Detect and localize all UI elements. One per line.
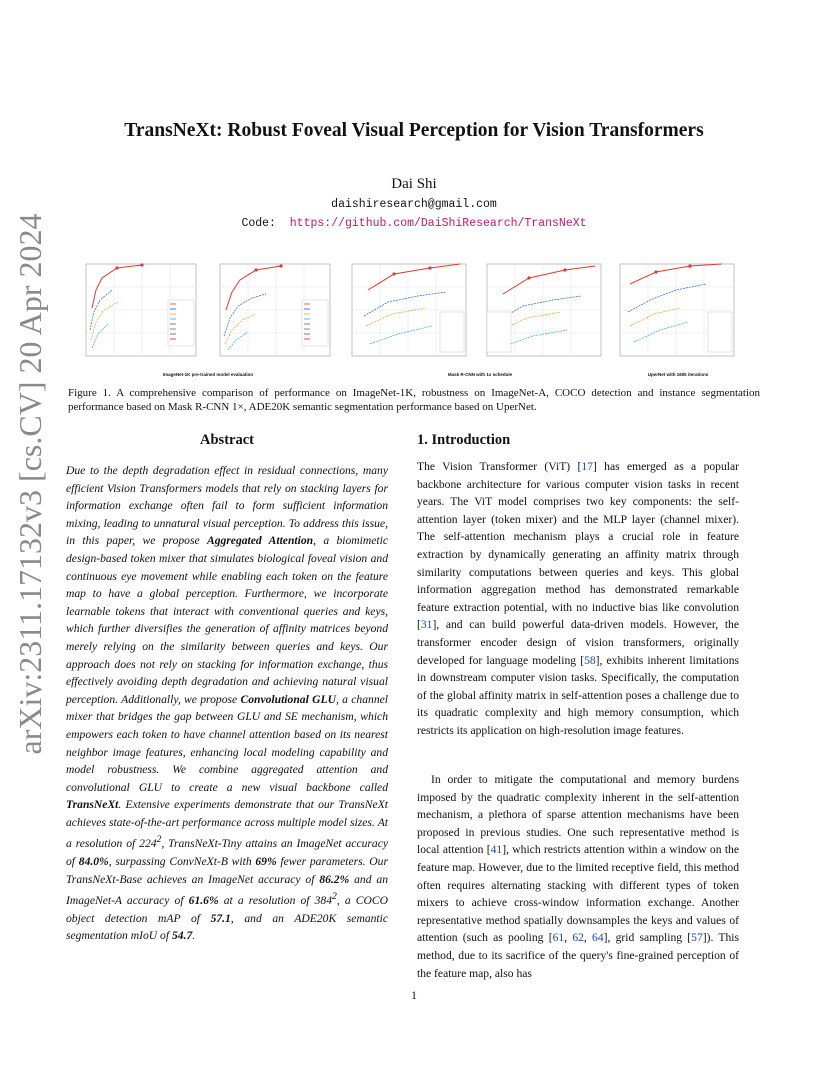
citation-link[interactable]: 62 — [572, 931, 584, 945]
paper-title: TransNeXt: Robust Foveal Visual Perception for Vision Transformers — [124, 120, 704, 141]
citation-link[interactable]: 57 — [691, 931, 703, 945]
citation-link[interactable]: 61 — [552, 931, 565, 945]
introduction-heading: 1. Introduction — [417, 432, 511, 448]
introduction-paragraph-1: The Vision Transformer (ViT) [17] has emerged as a popular backbone architecture for various computer vision tasks in recent years. The ViT model comprises two key components: the self-attention layer (token mixer) and the MLP layer (channel mixer). The self-attention mechanism plays a crucial role in feature extraction by dynamically generating an affinity matrix through similarity computations between queries and keys. This global information aggregation method has demonstrated remarkable feature extraction potential, with no inductive bias like convolution [31], and can build powerful data-driven models. However, the transformer encoder design of vision transformers, originally developed for language modeling [58], exhibits inherent limitations in downstream computer vision tasks. Specifically, the computation of the global affinity matrix in self-attention poses a challenge due to its quadratic complexity and high memory consumption, which restricts its application on high-resolution image features. — [417, 460, 739, 737]
author-name: Dai Shi — [391, 176, 437, 192]
arxiv-side-stamp: arXiv:2311.17132v3 [cs.CV] 20 Apr 2024 — [12, 213, 48, 755]
figure-plot-coco-mask — [477, 260, 605, 370]
figure-label-imagenet: ImageNet-1K pre-trained model evaluation — [162, 372, 254, 377]
citation-link[interactable]: 17 — [581, 460, 593, 473]
figure-plot-coco-box — [342, 260, 470, 370]
figure-label-upernet: UperNet with 160k iterations — [647, 372, 709, 377]
figure-plot-imagenet-a — [206, 260, 334, 370]
introduction-paragraph-2: In order to mitigate the computational and memory burdens imposed by the quadratic complexity inherent in the self-attention mechanism, a plethora of sparse attention mechanisms have been proposed in previous studies. One such representative method is local attention [41], which restricts attention within a window on the feature map. However, due to the limited receptive field, this method often requires alternating stacking with different types of token mixers to achieve cross-window information exchange. Another representative method spatially downsamples the keys and values of attention (such as pooling [61, 62, 64], grid sampling [57]). This method, due to its sacrifice of the query's fine-grained perception of the feature map, also has — [417, 773, 740, 980]
code-line — [60, 217, 768, 230]
author-email[interactable]: daishiresearch@gmail.com — [331, 198, 497, 211]
code-link[interactable]: https://github.com/DaiShiResearch/TransNeXt — [289, 217, 587, 230]
figure-plot-imagenet-1k — [72, 260, 200, 370]
figure-label-mask-rcnn: Mask R-CNN with 1x schedule — [447, 372, 513, 377]
citation-link[interactable]: 64 — [592, 931, 604, 945]
figure-plot-ade20k — [610, 260, 738, 370]
code-label: Code: — [241, 217, 276, 230]
citation-link[interactable]: 41 — [490, 843, 503, 857]
abstract-body: Due to the depth degradation effect in residual connections, many efficient Vision Transformers models that rely on stacking layers for information exchange often fail to form sufficient information mixing, leading to unnatural visual perception. To address this issue, in this paper, we propose Aggregated Attention, a biomimetic design-based token mixer that simulates biological foveal vision and continuous eye movement while enabling each token on the feature map to have a global perception. Furthermore, we incorporate learnable tokens that interact with conventional queries and keys, which further diversifies the generation of affinity matrices beyond merely relying on the similarity between queries and keys. Our approach does not rely on stacking for information exchange, thus effectively avoiding depth degradation and achieving natural visual perception. Additionally, we propose Convolutional GLU, a channel mixer that bridges the gap between GLU and SE mechanism, which empowers each token to have channel attention based on its nearest neighbor image features, enhancing local modeling capability and model robustness. We combine aggregated attention and convolutional GLU to create a new visual backbone called TransNeXt. Extensive experiments demonstrate that our TransNeXt achieves state-of-the-art performance across multiple model sizes. At a resolution of $224^2$, TransNeXt-Tiny attains an ImageNet accuracy of 84.0%, surpassing ConvNeXt-B with 69% fewer parameters. Our TransNeXt-Base achieves an ImageNet accuracy of 86.2% and an ImageNet-A accuracy of 61.6% at a resolution of $384^2$, a COCO object detection mAP of 57.1, and an ADE20K semantic segmentation mIoU of 54.7. — [66, 464, 388, 943]
abstract-heading: Abstract — [200, 432, 254, 448]
citation-link[interactable]: 31 — [420, 618, 433, 632]
page-number: 1 — [411, 990, 417, 1002]
figure-caption: Figure 1. A comprehensive comparison of performance on ImageNet-1K, robustness on ImageNet-A, COCO detection and instance segmentation performance based on Mask R-CNN 1×, ADE20K semantic segmentation performance based on UperNet. — [68, 387, 760, 413]
citation-link[interactable]: 58 — [584, 653, 596, 667]
